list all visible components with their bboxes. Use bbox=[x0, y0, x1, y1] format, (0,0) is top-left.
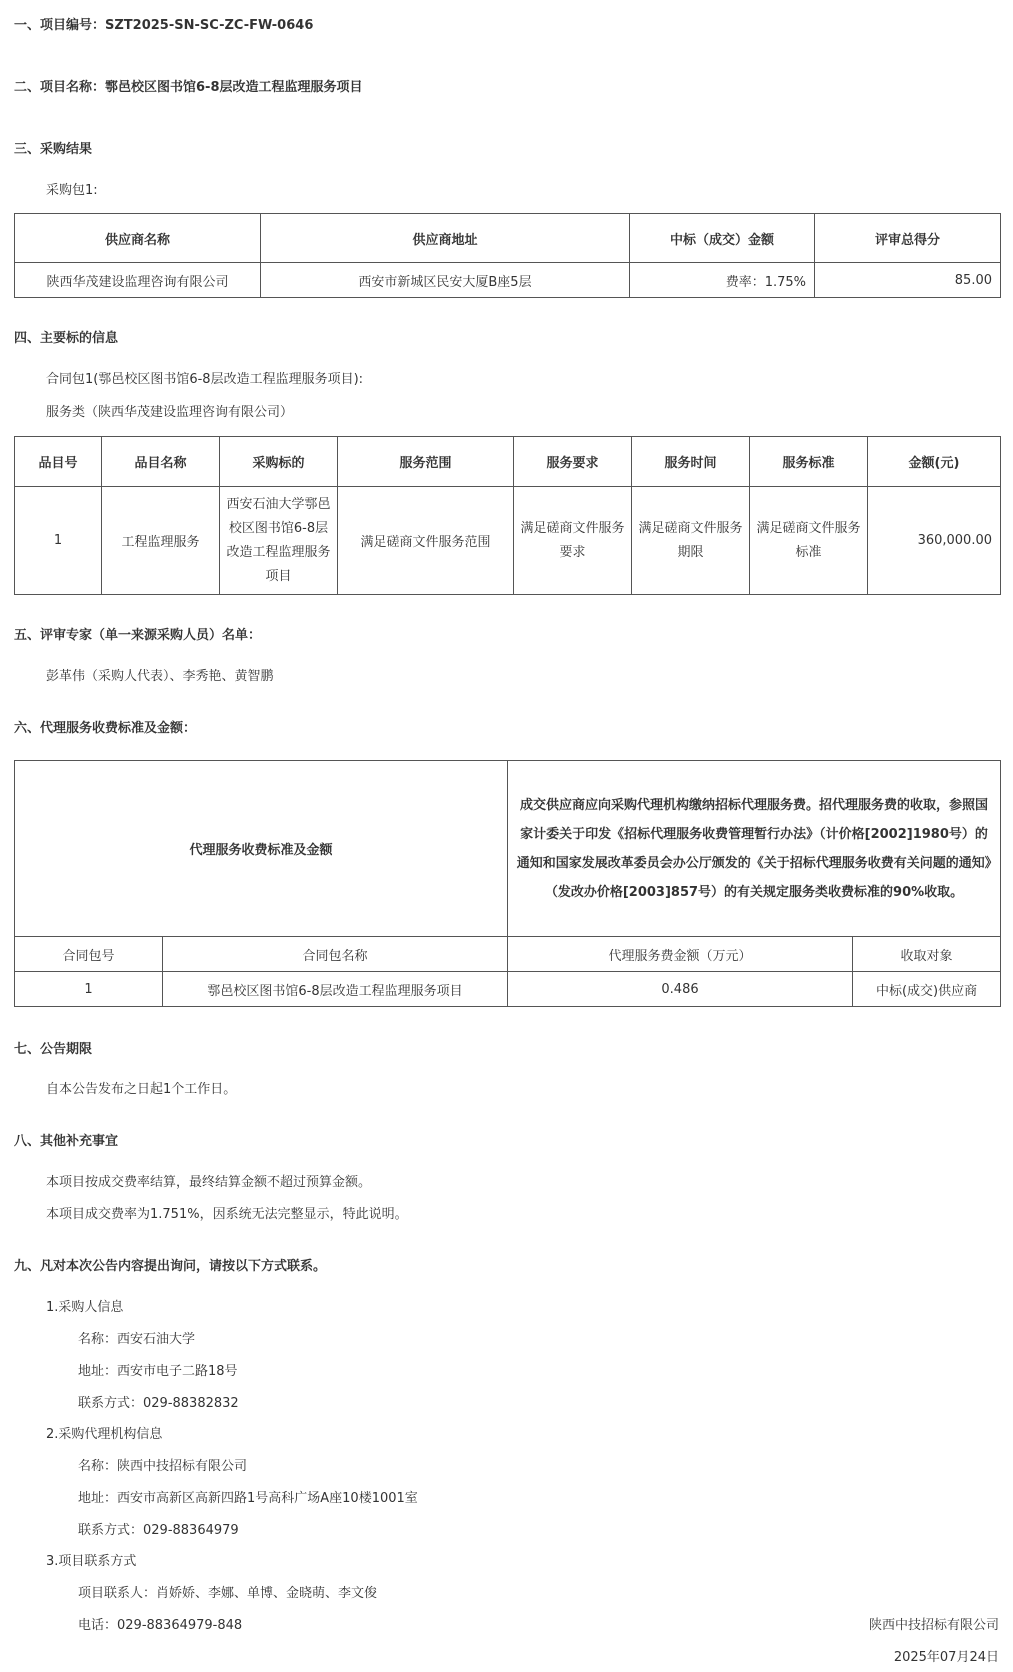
table-header: 中标（成交）金额 bbox=[630, 214, 815, 263]
section-title-other-matters: 八、其他补充事宜 bbox=[14, 1134, 119, 1149]
table-header: 代理服务费金额（万元） bbox=[508, 937, 853, 972]
fee-payer-cell: 中标(成交)供应商 bbox=[853, 972, 1001, 1007]
agency-phone: 联系方式：029-88364979 bbox=[78, 1523, 239, 1538]
table-header: 供应商名称 bbox=[15, 214, 261, 263]
purchaser-info-title: 1.采购人信息 bbox=[46, 1300, 124, 1315]
amount-cell: 360,000.00 bbox=[868, 487, 1001, 595]
contract-package-line: 合同包1(鄠邑校区图书馆6-8层改造工程监理服务项目): bbox=[46, 372, 364, 387]
table-header-row bbox=[15, 214, 1001, 263]
other-matters-line: 本项目按成交费率结算，最终结算金额不超过预算金额。 bbox=[46, 1175, 372, 1190]
project-name bbox=[14, 76, 363, 95]
project-contact-title: 3.项目联系方式 bbox=[46, 1554, 137, 1569]
table-header: 品目名称 bbox=[102, 437, 220, 487]
purchaser-phone: 联系方式：029-88382832 bbox=[78, 1396, 239, 1411]
fee-standard-text: 成交供应商应向采购代理机构缴纳招标代理服务费。招代理服务费的收取，参照国家计委关于印发《招标代理服务收费管理暂行办法》（计价格[2002]1980号）的通知和国家发展改革委员会办公厅颁发的《关于招标代理服务收费有关问题的通知》（发改办价格[2003]857号）的有关规定服务类收费标准的90%收取。 bbox=[508, 761, 1001, 937]
table-header-row bbox=[15, 937, 1001, 972]
agency-fee-table bbox=[14, 760, 1001, 1007]
expert-names: 彭革伟（采购人代表）、李秀艳、黄智鹏 bbox=[46, 669, 274, 684]
agency-name: 名称：陕西中技招标有限公司 bbox=[78, 1459, 248, 1474]
fee-standard-row bbox=[15, 761, 1001, 937]
table-header: 采购标的 bbox=[220, 437, 338, 487]
score-cell: 85.00 bbox=[815, 263, 1001, 298]
table-header-row bbox=[15, 437, 1001, 487]
agency-fee-amount-cell: 0.486 bbox=[508, 972, 853, 1007]
table-header: 评审总得分 bbox=[815, 214, 1001, 263]
table-header: 合同包名称 bbox=[163, 937, 508, 972]
other-matters-line: 本项目成交费率为1.751%，因系统无法完整显示，特此说明。 bbox=[46, 1207, 408, 1222]
project-number-value: SZT2025-SN-SC-ZC-FW-0646 bbox=[105, 18, 314, 33]
table-header: 服务范围 bbox=[338, 437, 514, 487]
project-number-label: 一、项目编号： bbox=[14, 18, 106, 33]
section-title-result: 三、采购结果 bbox=[14, 142, 93, 157]
contract-package-name-cell: 鄠邑校区图书馆6-8层改造工程监理服务项目 bbox=[163, 972, 508, 1007]
item-number-cell: 1 bbox=[15, 487, 102, 595]
project-name-label: 二、项目名称： bbox=[14, 80, 106, 95]
table-header: 合同包号 bbox=[15, 937, 163, 972]
table-header: 服务要求 bbox=[514, 437, 632, 487]
supplier-address-cell: 西安市新城区民安大厦B座5层 bbox=[261, 263, 630, 298]
section-title-agency-fee: 六、代理服务收费标准及金额： bbox=[14, 721, 197, 736]
agency-address: 地址：西安市高新区高新四路1号高科广场A座10楼1001室 bbox=[78, 1491, 418, 1506]
contract-package-number-cell: 1 bbox=[15, 972, 163, 1007]
service-category-line: 服务类（陕西华茂建设监理咨询有限公司） bbox=[46, 405, 294, 420]
section-title-main-info: 四、主要标的信息 bbox=[14, 331, 119, 346]
table-header: 供应商地址 bbox=[261, 214, 630, 263]
footer-org: 陕西中技招标有限公司 bbox=[868, 1618, 999, 1633]
announcement-period-text: 自本公告发布之日起1个工作日。 bbox=[46, 1082, 237, 1097]
section-title-experts: 五、评审专家（单一来源采购人员）名单： bbox=[14, 628, 262, 643]
table-header: 品目号 bbox=[15, 437, 102, 487]
table-header: 服务时间 bbox=[632, 437, 750, 487]
bid-amount-cell: 费率：1.75% bbox=[630, 263, 815, 298]
package-label: 采购包1: bbox=[46, 183, 98, 198]
items-table bbox=[14, 436, 1001, 595]
fee-standard-label: 代理服务收费标准及金额 bbox=[15, 761, 508, 937]
table-row bbox=[15, 263, 1001, 298]
purchaser-address: 地址：西安市电子二路18号 bbox=[78, 1364, 238, 1379]
project-contact-people: 项目联系人：肖娇娇、李娜、单博、金晓萌、李文俊 bbox=[78, 1586, 378, 1601]
section-title-contact: 九、凡对本次公告内容提出询问，请按以下方式联系。 bbox=[14, 1259, 327, 1274]
procurement-target-cell: 西安石油大学鄠邑校区图书馆6-8层改造工程监理服务项目 bbox=[220, 487, 338, 595]
section-title-announcement-period: 七、公告期限 bbox=[14, 1042, 93, 1057]
agency-info-title: 2.采购代理机构信息 bbox=[46, 1427, 163, 1442]
purchaser-name: 名称：西安石油大学 bbox=[78, 1332, 196, 1347]
table-header: 收取对象 bbox=[853, 937, 1001, 972]
service-requirement-cell: 满足磋商文件服务要求 bbox=[514, 487, 632, 595]
service-scope-cell: 满足磋商文件服务范围 bbox=[338, 487, 514, 595]
supplier-name-cell: 陕西华茂建设监理咨询有限公司 bbox=[15, 263, 261, 298]
table-row bbox=[15, 487, 1001, 595]
item-name-cell: 工程监理服务 bbox=[102, 487, 220, 595]
table-header: 金额(元) bbox=[868, 437, 1001, 487]
table-row bbox=[15, 972, 1001, 1007]
project-contact-phone: 电话：029-88364979-848 bbox=[78, 1618, 243, 1633]
project-name-value: 鄠邑校区图书馆6-8层改造工程监理服务项目 bbox=[105, 80, 363, 95]
service-standard-cell: 满足磋商文件服务标准 bbox=[750, 487, 868, 595]
service-time-cell: 满足磋商文件服务期限 bbox=[632, 487, 750, 595]
footer-date: 2025年07月24日 bbox=[893, 1650, 999, 1665]
project-number bbox=[14, 14, 313, 33]
result-table bbox=[14, 213, 1001, 298]
table-header: 服务标准 bbox=[750, 437, 868, 487]
